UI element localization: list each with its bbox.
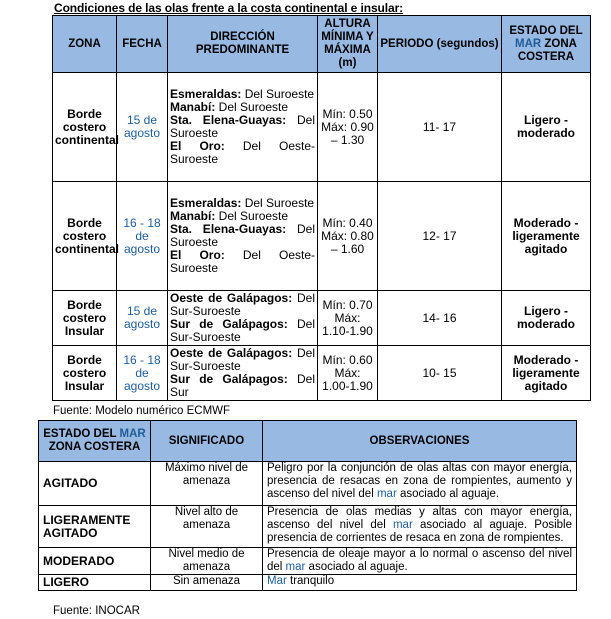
legend-observacion-text: Presencia de olas medias y altas con mayor energía, ascenso del nivel del bbox=[267, 506, 572, 531]
direccion-place: El Oro: bbox=[170, 248, 225, 262]
direccion-place: Esmeraldas: bbox=[170, 196, 242, 210]
legend-observacion-text: asociado al aguaje. bbox=[396, 488, 500, 500]
header-direccion: DIRECCIÓN PREDOMINANTE bbox=[168, 16, 318, 73]
legend-row bbox=[39, 575, 577, 591]
direccion-line bbox=[170, 249, 315, 275]
direccion-line bbox=[170, 318, 315, 344]
periodo-cell: 11- 17 bbox=[378, 73, 502, 182]
legend-observacion bbox=[263, 506, 577, 548]
legend-header-row bbox=[39, 421, 577, 462]
legend-row bbox=[39, 462, 577, 506]
legend-observacion-text: mar bbox=[285, 561, 306, 573]
fecha-cell: 16 - 18 de agosto bbox=[117, 182, 168, 291]
direccion-place: Sur de Galápagos: bbox=[170, 372, 288, 386]
direccion-text: Del Suroeste bbox=[241, 87, 315, 101]
document-title: Condiciones de las olas frente a la costa continental e insular: bbox=[54, 1, 404, 15]
direccion-text: Del Suroeste bbox=[170, 113, 315, 140]
altura-cell: Mín: 0.70 Máx: 1.10-1.90 bbox=[318, 291, 378, 346]
periodo-cell: 14- 16 bbox=[378, 291, 502, 346]
direccion-cell bbox=[168, 346, 318, 401]
direccion-text: Del Suroeste bbox=[215, 209, 289, 223]
legend-header-estado: ESTADO DEL MAR ZONA COSTERA bbox=[39, 421, 151, 462]
legend-header-significado: SIGNIFICADO bbox=[151, 421, 263, 462]
legend-significado: Nivel medio de amenaza bbox=[151, 548, 263, 575]
direccion-line bbox=[170, 373, 315, 399]
legend-estado: LIGERO bbox=[39, 575, 151, 591]
estado-cell: Moderado - ligeramente agitado bbox=[502, 346, 591, 401]
direccion-text: Del Sur-Suroeste bbox=[170, 346, 316, 373]
direccion-cell bbox=[168, 73, 318, 182]
legend-estado: LIGERAMENTE AGITADO bbox=[39, 506, 151, 548]
estado-cell: Moderado - ligeramente agitado bbox=[502, 182, 591, 291]
legend-row bbox=[39, 548, 577, 575]
legend-significado: Sin amenaza bbox=[151, 575, 263, 591]
legend-observacion bbox=[263, 548, 577, 575]
direccion-place: Sta. Elena-Guayas: bbox=[170, 222, 287, 236]
table-row bbox=[53, 73, 591, 182]
source-ecmwf: Fuente: Modelo numérico ECMWF bbox=[53, 405, 231, 417]
legend-observacion-text: mar bbox=[392, 519, 413, 531]
header-periodo: PERIODO (segundos) bbox=[378, 16, 502, 73]
direccion-place: Sur de Galápagos: bbox=[170, 317, 288, 331]
estado-cell: Ligero - moderado bbox=[502, 291, 591, 346]
legend-estado: MODERADO bbox=[39, 548, 151, 575]
legend-significado: Máximo nivel de amenaza bbox=[151, 462, 263, 506]
direccion-place: Manabí: bbox=[170, 100, 216, 114]
altura-cell: Mín: 0.60 Máx: 1.00-1.90 bbox=[318, 346, 378, 401]
legend-significado: Nivel alto de amenaza bbox=[151, 506, 263, 548]
legend-observacion bbox=[263, 575, 577, 591]
altura-cell: Mín: 0.40 Máx: 0.80 – 1.60 bbox=[318, 182, 378, 291]
legend-observacion bbox=[263, 462, 577, 506]
direccion-text: Del Sur bbox=[170, 372, 315, 399]
legend-estado: AGITADO bbox=[39, 462, 151, 506]
direccion-text: Del Suroeste bbox=[241, 196, 315, 210]
direccion-line bbox=[170, 292, 315, 318]
direccion-cell bbox=[168, 182, 318, 291]
direccion-text: Del Sur-Suroeste bbox=[170, 291, 316, 318]
direccion-line bbox=[170, 347, 315, 373]
table-row bbox=[53, 346, 591, 401]
fecha-cell: 15 de agosto bbox=[117, 291, 168, 346]
direccion-text: Del Oeste-Suroeste bbox=[170, 139, 315, 166]
header-fecha: FECHA bbox=[117, 16, 168, 73]
zona-cell: Borde costero continental bbox=[53, 182, 117, 291]
table-row bbox=[53, 291, 591, 346]
legend-observacion-text: Mar bbox=[267, 575, 287, 587]
legend-observacion-text: mar bbox=[376, 488, 397, 500]
direccion-place: Esmeraldas: bbox=[170, 87, 242, 101]
legend-observacion-text: Peligro por la conjunción de olas altas con mayor energía, presencia de resacas en zona de rompientes, aumento y ascenso del nivel del bbox=[267, 462, 572, 500]
direccion-place: Manabí: bbox=[170, 209, 216, 223]
legend-observacion-text: Presencia de oleaje mayor a lo normal o ascenso del nivel del bbox=[267, 548, 572, 573]
header-zona: ZONA bbox=[53, 16, 117, 73]
header-altura: ALTURA MÍNIMA Y MÁXIMA (m) bbox=[318, 16, 378, 73]
direccion-text: Del Sur-Suroeste bbox=[170, 317, 315, 344]
direccion-line bbox=[170, 114, 315, 140]
fecha-cell: 15 de agosto bbox=[117, 73, 168, 182]
zona-cell: Borde costero Insular bbox=[53, 346, 117, 401]
direccion-place: Oeste de Galápagos: bbox=[170, 346, 293, 360]
direccion-line bbox=[170, 140, 315, 166]
zona-cell: Borde costero Insular bbox=[53, 291, 117, 346]
direccion-line bbox=[170, 223, 315, 249]
header-estado: ESTADO DEL MAR ZONA COSTERA bbox=[502, 16, 591, 73]
legend-observacion-text: asociado al aguaje. Posible presencia de corrientes de resaca en zona de rompientes. bbox=[267, 519, 572, 544]
direccion-text: Del Oeste-Suroeste bbox=[170, 248, 315, 275]
table-header-row bbox=[53, 16, 591, 73]
fecha-cell: 16 - 18 de agosto bbox=[117, 346, 168, 401]
legend-header-observaciones: OBSERVACIONES bbox=[263, 421, 577, 462]
table-row bbox=[53, 182, 591, 291]
source-inocar: Fuente: INOCAR bbox=[53, 605, 140, 617]
direccion-place: Sta. Elena-Guayas: bbox=[170, 113, 287, 127]
sea-state-legend-table bbox=[38, 420, 577, 591]
direccion-place: El Oro: bbox=[170, 139, 225, 153]
waves-conditions-table bbox=[52, 15, 591, 401]
legend-observacion-text: tranquilo bbox=[286, 575, 335, 587]
direccion-place: Oeste de Galápagos: bbox=[170, 291, 293, 305]
estado-cell: Ligero - moderado bbox=[502, 73, 591, 182]
direccion-text: Del Suroeste bbox=[170, 222, 315, 249]
legend-row bbox=[39, 506, 577, 548]
direccion-cell bbox=[168, 291, 318, 346]
zona-cell: Borde costero continental bbox=[53, 73, 117, 182]
periodo-cell: 12- 17 bbox=[378, 182, 502, 291]
periodo-cell: 10- 15 bbox=[378, 346, 502, 401]
altura-cell: Mín: 0.50 Máx: 0.90 – 1.30 bbox=[318, 73, 378, 182]
direccion-text: Del Suroeste bbox=[215, 100, 289, 114]
legend-observacion-text: asociado al aguaje. bbox=[305, 561, 408, 573]
